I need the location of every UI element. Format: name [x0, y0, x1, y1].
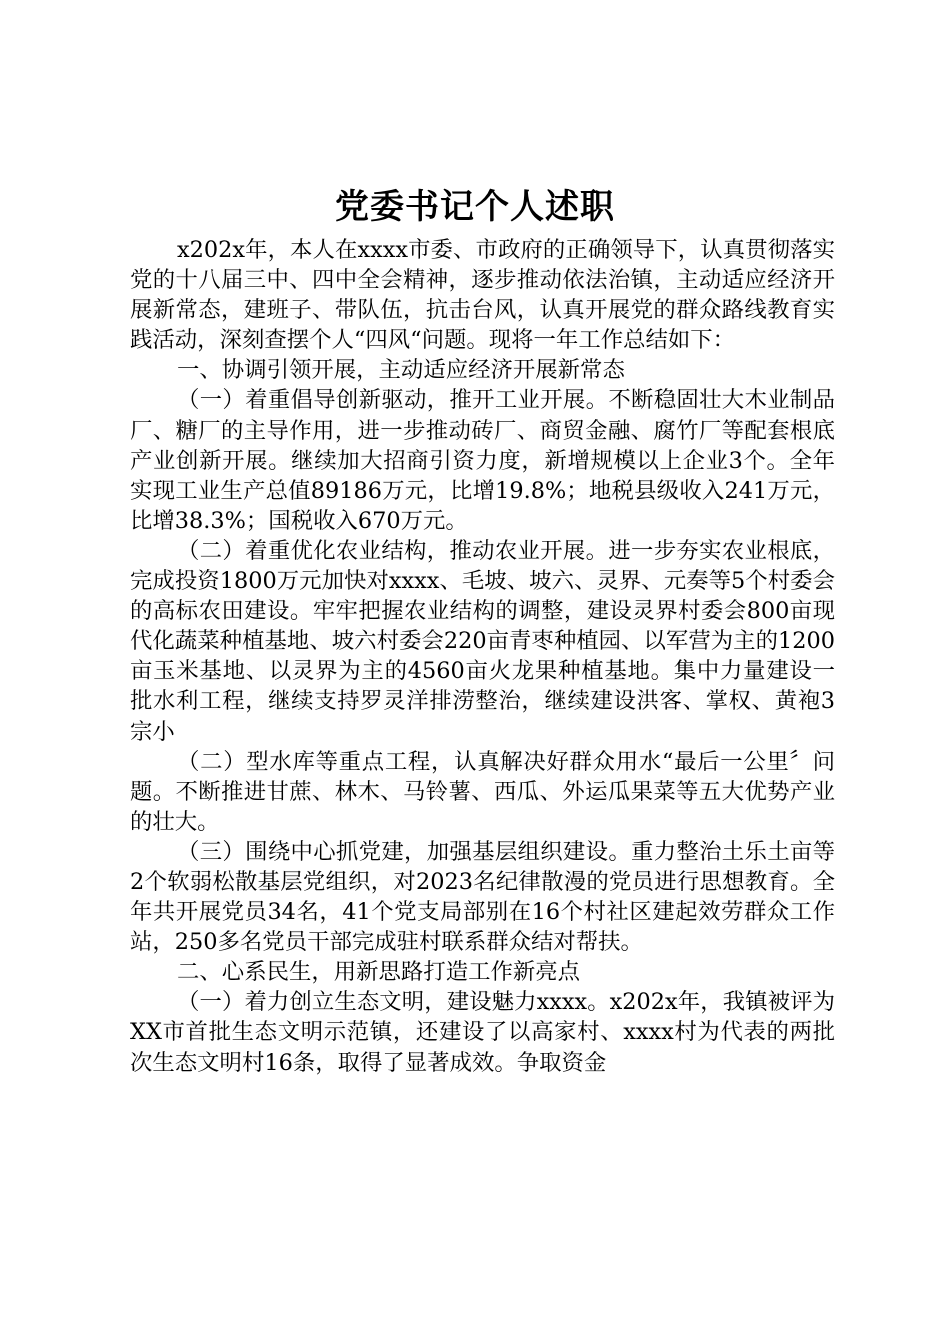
paragraph-industry: （一）着重倡导创新驱动，推开工业开展。不断稳固壮大木业制品厂、糖厂的主导作用，进一步推动砖厂、商贸金融、腐竹厂等配套根底产业创新开展。继续加大招商引资力度，新增规模以上企业3个。全年实现工业生产总值89186万元，比增19.8%；地税县级收入241万元，比增38.3%；国税收入670万元。: [130, 387, 835, 534]
paragraph-ecology: （一）着力创立生态文明，建设魅力xxxx。x202x年，我镇被评为XX市首批生态文明示范镇，还建设了以高家村、xxxx村为代表的两批次生态文明村16条，取得了显著成效。争取资金: [130, 989, 835, 1076]
paragraph-party-building: （三）围绕中心抓党建，加强基层组织建设。重力整治土乐土亩等2个软弱松散基层党组织，对2023名纪律散漫的党员进行思想教育。全年共开展党员34名，41个党支局部别在16个村社区建起效劳群众工作站，250多名党员干部完成驻村联系群众结对帮扶。: [130, 838, 835, 956]
document-body: [130, 235, 835, 1078]
section-heading-1: 一、协调引领开展，主动适应经济开展新常态: [177, 357, 625, 384]
document-title: 党委书记个人述职: [335, 187, 615, 227]
section-heading-2: 二、心系民生，用新思路打造工作新亮点: [177, 959, 581, 986]
paragraph-water-projects: （二）型水库等重点工程，认真解决好群众用水“最后一公里〞问题。不断推进甘蔗、林木、马铃薯、西瓜、外运瓜果菜等五大优势产业的壮大。: [130, 748, 835, 835]
paragraph-agriculture: （二）着重优化农业结构，推动农业开展。进一步夯实农业根底，完成投资1800万元加快对xxxx、毛坡、坡六、灵界、元奏等5个村委会的高标农田建设。牢牢把握农业结构的调整，建设灵界村委会800亩现代化蔬菜种植基地、坡六村委会220亩青枣种植园、以军营为主的1200亩玉米基地、以灵界为主的4560亩火龙果种植基地。集中力量建设一批水利工程，继续支持罗灵洋排涝整治，继续建设洪客、掌权、黄袍3宗小: [130, 537, 835, 745]
paragraph-intro: x202x年，本人在xxxx市委、市政府的正确领导下，认真贯彻落实党的十八届三中、四中全会精神，逐步推动依法治镇，主动适应经济开展新常态，建班子、带队伍，抗击台风，认真开展党的群众路线教育实践活动，深刻查摆个人“四风“问题。现将一年工作总结如下：: [130, 237, 835, 354]
